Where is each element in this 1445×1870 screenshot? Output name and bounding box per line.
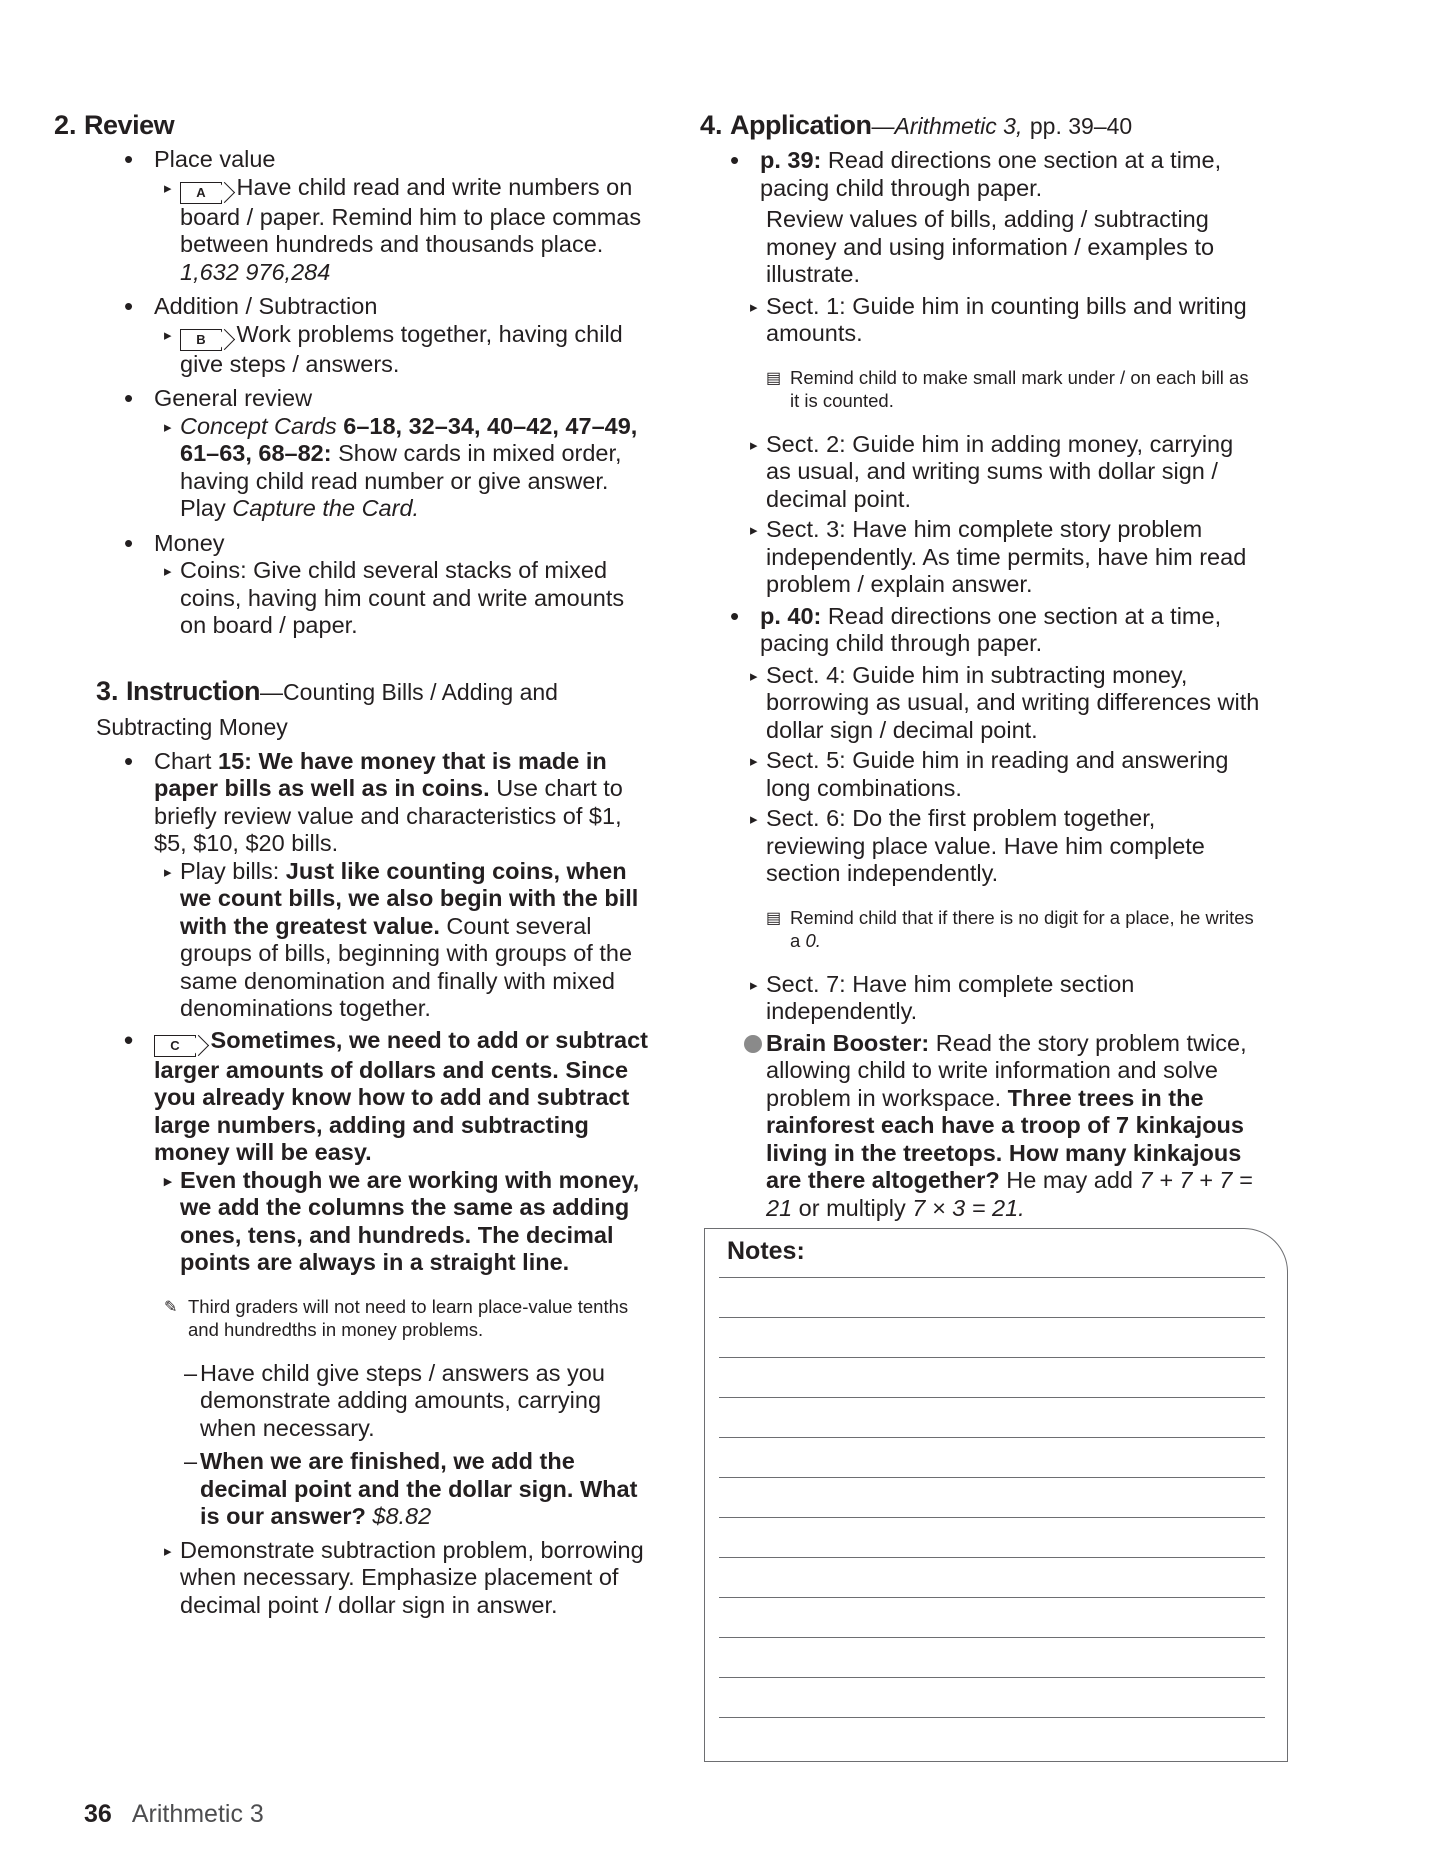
brain-booster-label: Brain Booster: — [766, 1029, 930, 1056]
chart-text: Use chart to briefly review value and characteristics of $1, $5, $10, $20 bills. — [154, 775, 623, 856]
instruction-list — [124, 748, 654, 1620]
title-dash: — — [260, 678, 284, 705]
section-number: 2. — [54, 110, 77, 140]
notes-line — [719, 1717, 1265, 1718]
left-column — [54, 108, 654, 1619]
equation-1: 7 + 7 + 7 = 21 — [766, 1167, 1253, 1221]
section-title: Review — [84, 110, 175, 140]
concept-cards-numbers: 6–18, 32–34, 40–42, 47–49, 61–63, 68–82: — [180, 412, 638, 466]
bullet-p40 — [730, 603, 1260, 658]
note-zero: 0. — [805, 930, 821, 951]
review-list — [124, 146, 654, 640]
concept-cards-game: Capture the Card. — [232, 495, 420, 521]
concept-cards-text: Show cards in mixed order, having child read number or give answer. Play — [180, 440, 622, 521]
section-3-heading — [96, 674, 654, 744]
addition-subtraction-text: Work problems together, having child give steps / answers. — [180, 320, 623, 377]
notes-line — [719, 1557, 1265, 1558]
brain-booster — [744, 1030, 1260, 1223]
addition-subtraction-step — [164, 321, 654, 379]
bullet-chart — [124, 748, 654, 858]
bullet-general-review: • General review — [124, 385, 654, 413]
page-range: pp. 39–40 — [1029, 113, 1133, 139]
sect-5: ▸ Sect. 5: Guide him in reading and answering long combinations. — [750, 747, 1260, 802]
tag-c-icon: C — [154, 1035, 196, 1057]
concept-cards-step — [164, 413, 654, 523]
notes-line — [719, 1317, 1265, 1318]
note-text: Remind child that if there is no digit for a place, he writes a — [790, 907, 1254, 951]
notes-line — [719, 1357, 1265, 1358]
bullet-place-value: • Place value — [124, 146, 654, 174]
chart-label: Chart — [154, 747, 212, 774]
dash-step-1: – Have child give steps / answers as you demonstrate adding amounts, carrying when necessary. — [184, 1360, 654, 1443]
play-bills-statement: Just like counting coins, when we count bills, we also begin with the bill with the greatest value. — [180, 857, 639, 939]
sect-7: ▸ Sect. 7: Have him complete section independently. — [750, 971, 1260, 1026]
notes-line — [719, 1437, 1265, 1438]
brain-booster-text: Read the story problem twice, allowing child to write information and solve problem in workspace. — [766, 1029, 1247, 1111]
section-number: 4. — [700, 110, 723, 140]
notes-box — [704, 1228, 1288, 1762]
pencil-note-icon: ✎ — [164, 1299, 178, 1316]
notes-line — [719, 1597, 1265, 1598]
section-title: Application — [730, 110, 872, 140]
p40-text: Read directions one section at a time, pacing child through paper. — [760, 602, 1222, 656]
place-value-step — [164, 174, 654, 287]
p39-text: Read directions one section at a time, pacing child through paper. — [760, 147, 1222, 201]
sect-6: ▸ Sect. 6: Do the first problem together, reviewing place value. Have him complete section independently. — [750, 805, 1260, 888]
place-value-text: Have child read and write numbers on board / paper. Remind him to place commas between hundreds and thousands place. — [180, 173, 642, 257]
p39-label: p. 39: — [760, 147, 822, 173]
play-bills-step — [164, 858, 654, 1023]
tag-a-icon: A — [180, 182, 222, 204]
p40-label: p. 40: — [760, 602, 822, 629]
page-number: 36 — [84, 1800, 112, 1828]
right-column — [700, 108, 1260, 1222]
brain-booster-icon — [744, 1035, 762, 1053]
p39-review: Review values of bills, adding / subtracting money and using information / examples to illustrate. — [766, 206, 1215, 287]
notes-line — [719, 1477, 1265, 1478]
note-text: Third graders will not need to learn place-value tenths and hundredths in money problems. — [188, 1296, 629, 1340]
note-text: Remind child to make small mark under / on each bill as it is counted. — [790, 367, 1249, 411]
play-bills-label: Play bills: — [180, 857, 280, 884]
application-list — [730, 147, 1260, 1222]
demonstrate-step: ▸ Demonstrate subtraction problem, borrowing when necessary. Emphasize placement of decimal point / dollar sign in answer. — [164, 1537, 654, 1620]
play-bills-text: Count several groups of bills, beginning with groups of the same denomination and finally with mixed denominations together. — [180, 912, 633, 1021]
sect-4: ▸ Sect. 4: Guide him in subtracting money, borrowing as usual, and writing differences with dollar sign / decimal point. — [750, 662, 1260, 745]
section-4-heading — [700, 108, 1260, 143]
section-subtitle: Counting Bills / Adding and Subtracting Money — [96, 678, 558, 740]
footer-book-title: Arithmetic 3 — [131, 1800, 264, 1828]
notes-line — [719, 1517, 1265, 1518]
concept-cards-title: Concept Cards — [180, 412, 337, 439]
teacher-note — [164, 1295, 654, 1341]
notes-line — [719, 1397, 1265, 1398]
tag-c-statement: Sometimes, we need to add or subtract larger amounts of dollars and cents. Since you already know how to add and subtract large numbers, adding and subtracting money will be easy. — [154, 1026, 648, 1165]
sect-2: ▸ Sect. 2: Guide him in adding money, carrying as usual, and writing sums with dollar sign / decimal point. — [750, 431, 1260, 514]
equation-2: 7 × 3 = 21. — [912, 1194, 1025, 1221]
section-number: 3. — [96, 675, 119, 706]
dash-step-2-answer: $8.82 — [372, 1503, 432, 1529]
coins-step: ▸ Coins: Give child several stacks of mixed coins, having him count and write amounts on board / paper. — [164, 557, 654, 640]
brain-booster-problem: Three trees in the rainforest each have a troop of 7 kinkajous living in the treetops. How many kinkajous are there altogether? — [766, 1084, 1244, 1193]
brain-booster-end: He may add — [1006, 1167, 1133, 1193]
tag-b-icon: B — [180, 329, 222, 351]
dash-step-2-statement: When we are finished, we add the decimal point and the dollar sign. What is our answer? — [200, 1448, 638, 1529]
notes-line — [719, 1277, 1265, 1278]
dash-step-2 — [184, 1448, 654, 1531]
section-title: Instruction — [126, 675, 261, 706]
page-footer — [84, 1800, 264, 1829]
sect-6-note — [766, 906, 1260, 952]
sect-1: ▸ Sect. 1: Guide him in counting bills and writing amounts. — [750, 293, 1260, 348]
place-value-example: 1,632 976,284 — [180, 258, 331, 285]
sect-1-note — [766, 366, 1260, 412]
notes-line — [719, 1637, 1265, 1638]
bullet-p39 — [730, 147, 1260, 202]
even-though-step: ▸ Even though we are working with money, we add the columns the same as adding ones, tens, and hundreds. The decimal points are always in a straight line. — [164, 1167, 654, 1277]
chart-statement: 15: We have money that is made in paper bills as well as in coins. — [154, 747, 607, 801]
sect-3: ▸ Sect. 3: Have him complete story problem independently. As time permits, have him read problem / explain answer. — [750, 516, 1260, 599]
comment-note-icon: ▤ — [766, 370, 782, 387]
bullet-money: • Money — [124, 530, 654, 558]
or-text: or multiply — [798, 1194, 906, 1221]
comment-note-icon: ▤ — [766, 910, 782, 927]
section-2-heading — [54, 108, 654, 142]
bullet-addition-subtraction: • Addition / Subtraction — [124, 293, 654, 321]
notes-line — [719, 1677, 1265, 1678]
notes-title: Notes: — [727, 1237, 805, 1265]
bullet-tag-c — [124, 1027, 654, 1167]
title-dash: — — [871, 113, 895, 139]
book-title: Arithmetic 3, — [894, 113, 1023, 139]
